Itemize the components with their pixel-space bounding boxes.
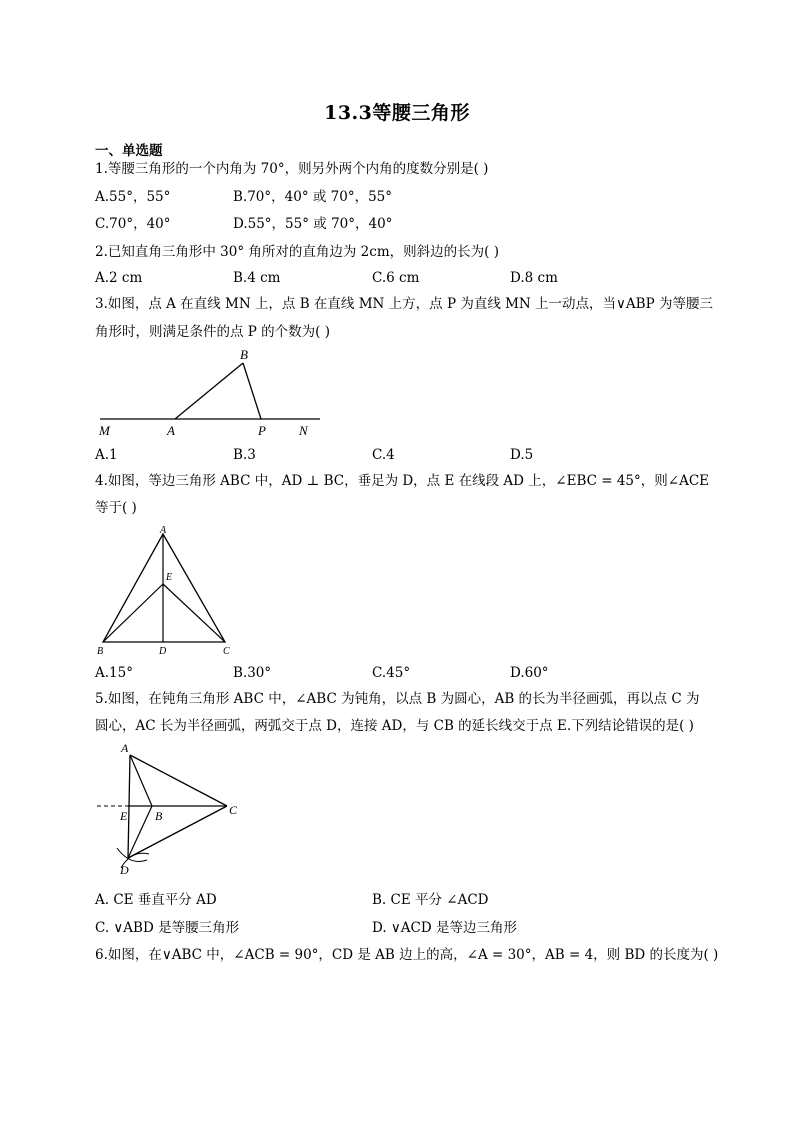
- q4-segment-be: [103, 584, 163, 642]
- section-heading: 一、单选题: [95, 143, 163, 159]
- q3-option-a: A.1: [95, 447, 118, 463]
- q3-option-c: C.4: [372, 447, 395, 463]
- q5-option-a: A. CE 垂直平分 AD: [95, 892, 217, 908]
- q2-option-c: C.6 cm: [372, 270, 420, 286]
- q5-segment-cd: [128, 806, 227, 858]
- q3-label-a: A: [167, 423, 175, 438]
- q3-label-m: M: [99, 423, 110, 438]
- page-title: 13.3等腰三角形: [324, 102, 470, 124]
- q1-option-d: D.55°，55° 或 70°，40°: [233, 216, 393, 232]
- q4-figure: [95, 524, 245, 659]
- q5-label-c: C: [229, 803, 238, 817]
- q3-segment-ab: [175, 363, 243, 419]
- q5-figure: [95, 740, 245, 880]
- question-5-text-line1: 5.如图，在钝角三角形 ABC 中，∠ABC 为钝角，以点 B 为圆心，AB 的长为半径画弧，再以点 C 为: [95, 691, 700, 707]
- q1-option-c: C.70°，40°: [95, 216, 171, 232]
- q5-segment-ac: [130, 755, 227, 806]
- q4-label-e: E: [166, 572, 173, 583]
- q4-option-d: D.60°: [510, 665, 549, 681]
- q5-segment-ab: [130, 755, 152, 806]
- q3-figure: [95, 345, 325, 440]
- question-1-text: 1.等腰三角形的一个内角为 70°，则另外两个内角的度数分别是( ): [95, 161, 489, 177]
- q2-option-d: D.8 cm: [510, 270, 558, 286]
- q4-option-b: B.30°: [233, 665, 272, 681]
- q5-segment-bd: [128, 806, 152, 858]
- q2-option-b: B.4 cm: [233, 270, 281, 286]
- question-5-text-line2: 圆心，AC 长为半径画弧，两弧交于点 D，连接 AD，与 CB 的延长线交于点 E.下列结论错误的是( ): [95, 718, 694, 734]
- question-4-text-line1: 4.如图，等边三角形 ABC 中，AD ⊥ BC，垂足为 D，点 E 在线段 AD 上，∠EBC = 45°，则∠ACE: [95, 473, 710, 489]
- q1-option-a: A.55°，55°: [95, 189, 171, 205]
- q4-segment-ce: [163, 584, 225, 642]
- q1-option-b: B.70°，40° 或 70°，55°: [233, 189, 393, 205]
- q3-label-n: N: [299, 423, 308, 438]
- q4-label-a: A: [160, 525, 167, 536]
- q5-label-a: A: [121, 741, 129, 755]
- q4-triangle-abc: [103, 534, 225, 642]
- q5-label-d: D: [120, 863, 129, 877]
- q3-option-b: B.3: [233, 447, 256, 463]
- q4-option-a: A.15°: [95, 665, 133, 681]
- q5-label-e: E: [120, 809, 128, 823]
- q5-option-d: D. ∨ACD 是等边三角形: [372, 920, 517, 936]
- q5-option-c: C. ∨ABD 是等腰三角形: [95, 920, 240, 936]
- question-6-text: 6.如图，在∨ABC 中，∠ACB = 90°，CD 是 AB 边上的高，∠A = 30°，AB = 4，则 BD 的长度为( ): [95, 947, 719, 963]
- q4-label-b: B: [97, 646, 104, 657]
- q2-option-a: A.2 cm: [95, 270, 143, 286]
- q3-label-p: P: [258, 423, 266, 438]
- q5-label-b: B: [155, 809, 163, 823]
- q5-option-b: B. CE 平分 ∠ACD: [372, 892, 489, 908]
- question-2-text: 2.已知直角三角形中 30° 角所对的直角边为 2cm，则斜边的长为( ): [95, 244, 499, 260]
- question-3-text-line1: 3.如图，点 A 在直线 MN 上，点 B 在直线 MN 上方，点 P 为直线 MN 上一动点，当∨ABP 为等腰三: [95, 296, 713, 312]
- q4-label-d: D: [159, 646, 167, 657]
- question-3-text-line2: 角形时，则满足条件的点 P 的个数为( ): [95, 324, 330, 340]
- q4-label-c: C: [223, 646, 230, 657]
- q3-option-d: D.5: [510, 447, 534, 463]
- q3-segment-bp: [243, 363, 261, 419]
- question-4-text-line2: 等于( ): [95, 500, 137, 516]
- q3-label-b: B: [240, 347, 248, 362]
- q4-option-c: C.45°: [372, 665, 411, 681]
